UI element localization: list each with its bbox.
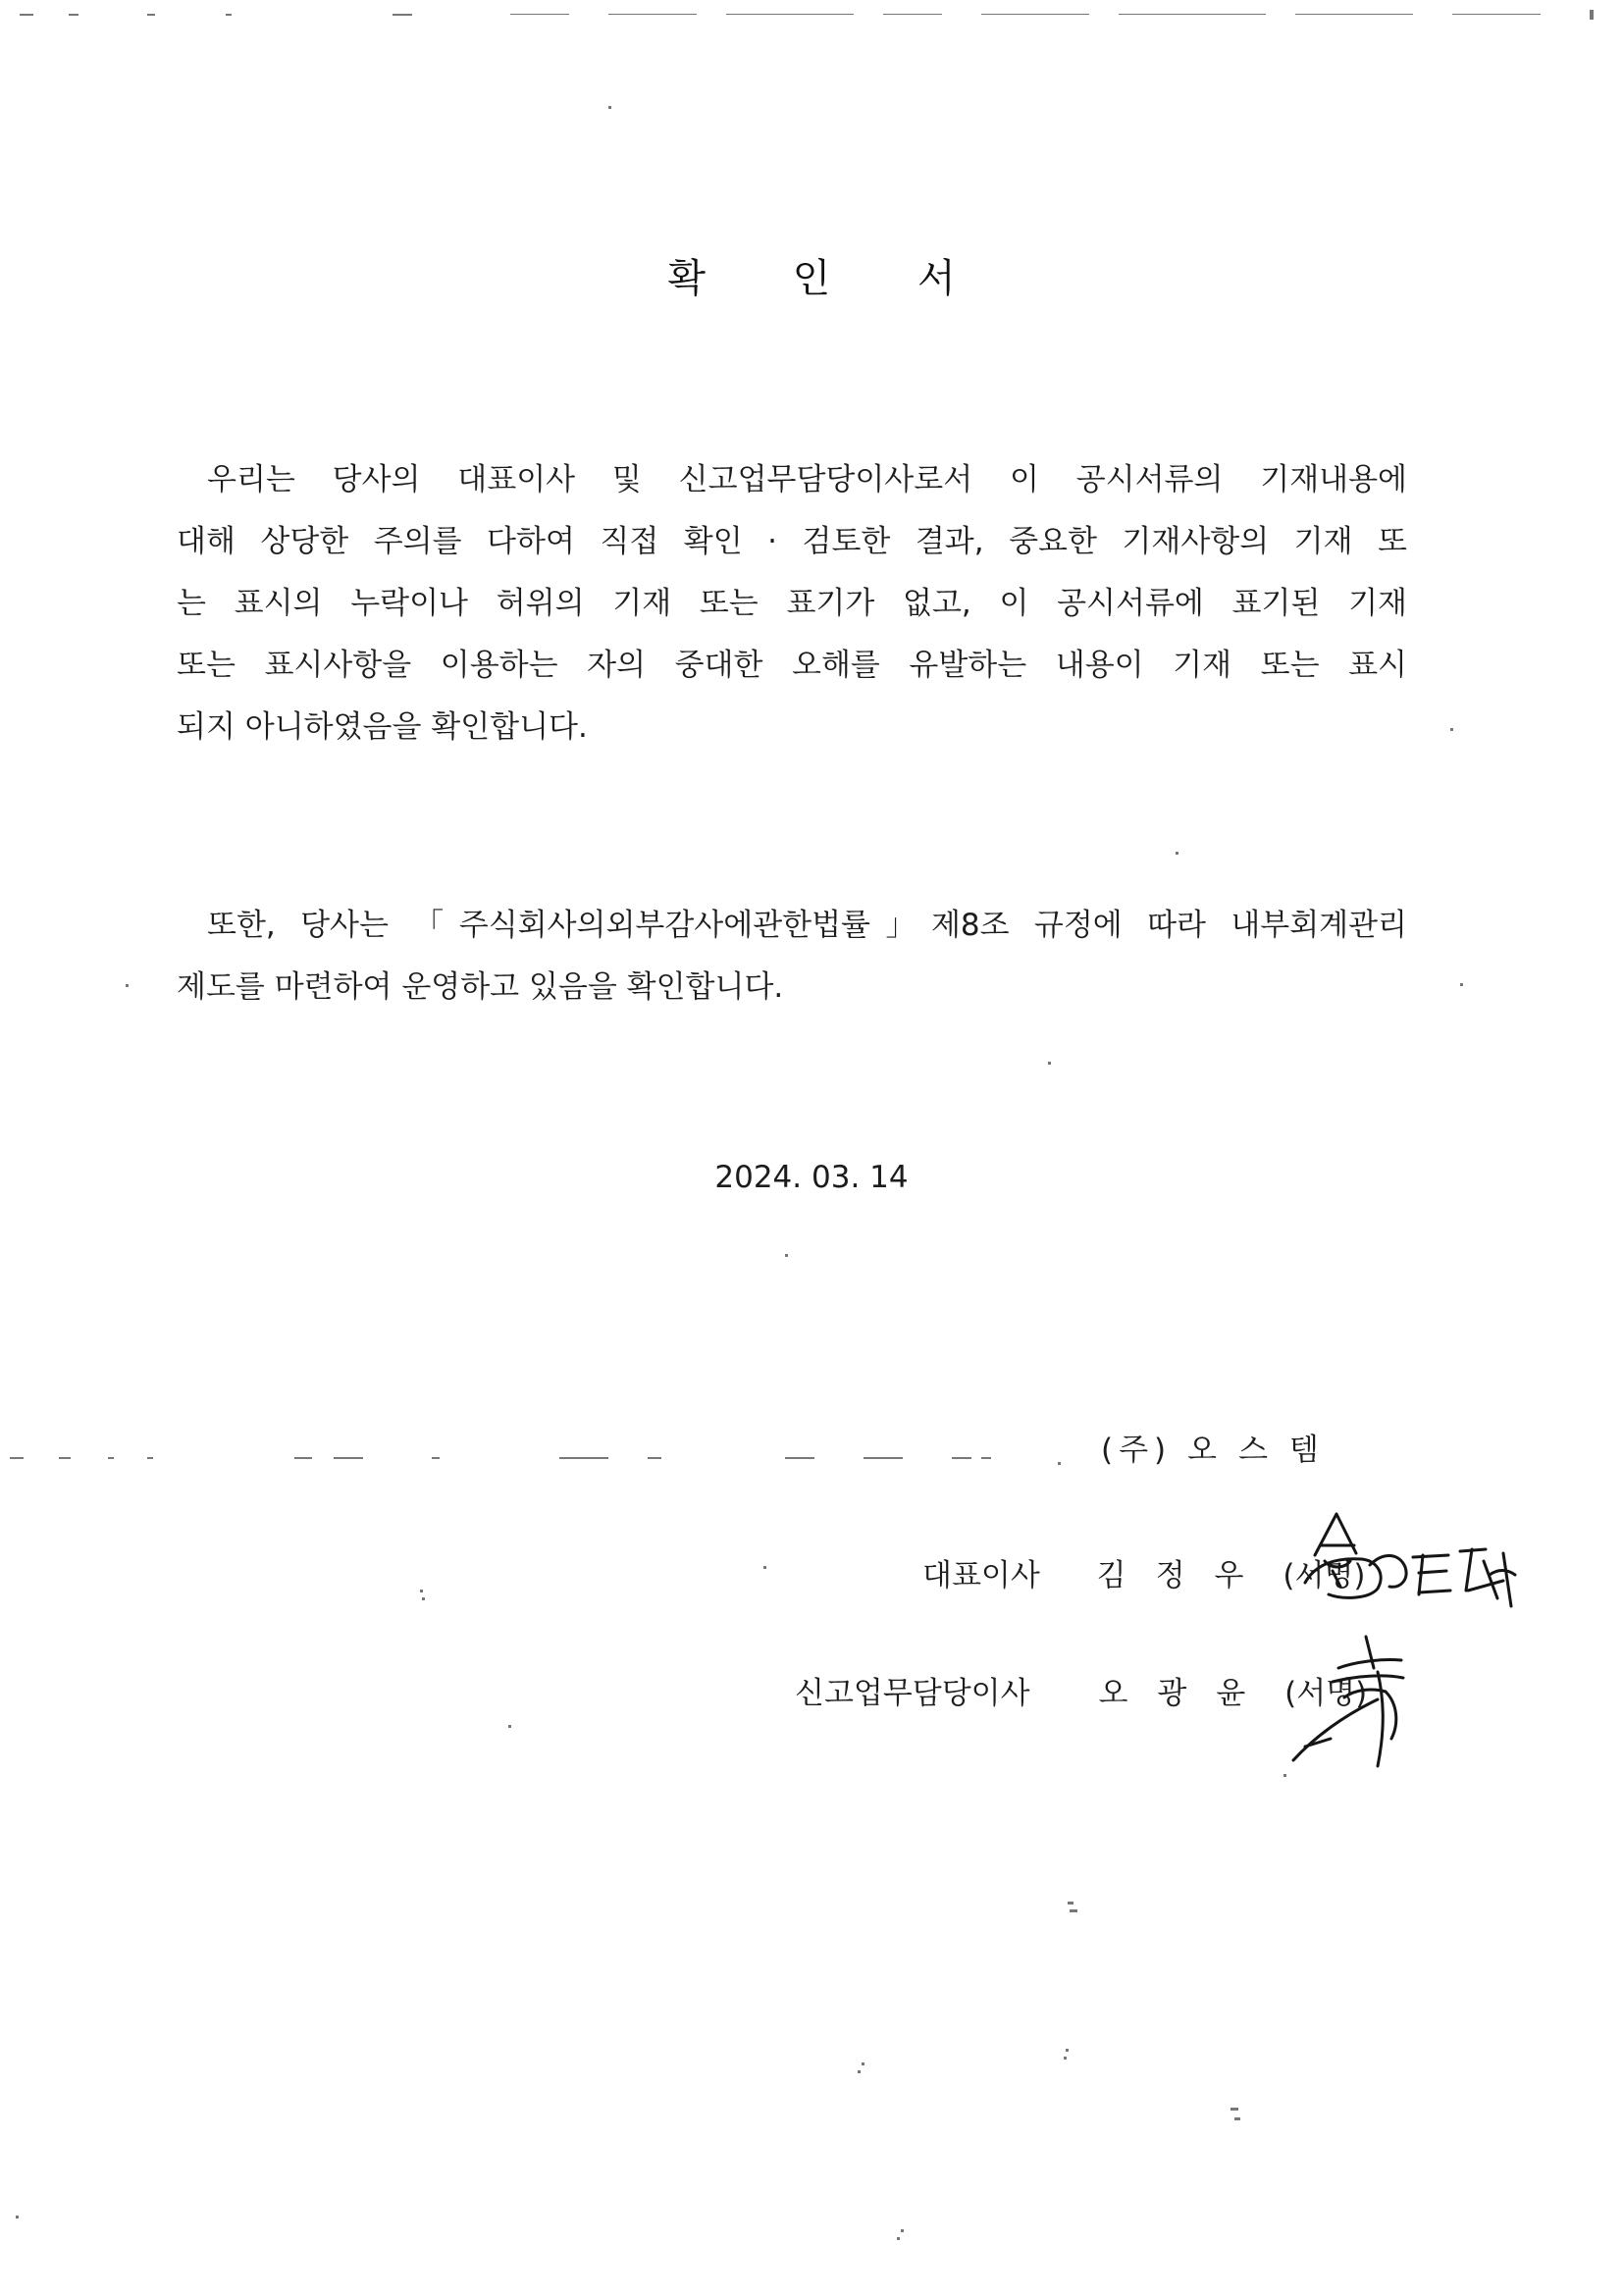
document-date: 2024. 03. 14 — [714, 1160, 909, 1195]
signatory-ceo — [922, 1550, 1365, 1594]
paragraph-line: 되지 아니하였음을 확인합니다. — [177, 709, 588, 745]
paragraph-line: 제도를 마련하여 운영하고 있음을 확인합니다. — [177, 969, 784, 1005]
signature-mark-label: (서명) — [1283, 1558, 1366, 1593]
confirmation-paragraph — [177, 449, 1407, 758]
signatory-role: 대표이사 — [922, 1558, 1040, 1593]
signature-mark-label: (서명) — [1284, 1676, 1368, 1711]
paragraph-line: 또한, 당사는 「주식회사의외부감사에관한법률」제8조 규정에 따라 내부회계관리 — [207, 908, 1407, 943]
signatory-name: 김정우 — [1096, 1558, 1274, 1593]
paragraph-line: 우리는 당사의 대표이사 및 신고업무담당이사로서 이 공시서류의 기재내용에 — [207, 462, 1407, 497]
document-title: 확 인 서 — [667, 256, 993, 301]
internal-control-paragraph — [177, 895, 1407, 1018]
company-prefix: (주) — [1101, 1433, 1173, 1468]
company-name — [1101, 1425, 1340, 1469]
paragraph-line: 대해 상당한 주의를 다하여 직접 확인 · 검토한 결과, 중요한 기재사항의 기재 또 — [177, 524, 1407, 559]
signatory-disclosure-director — [795, 1668, 1367, 1712]
paragraph-line: 는 표시의 누락이나 허위의 기재 또는 표기가 없고, 이 공시서류에 표기된 기재 — [177, 586, 1407, 621]
company-label: 오스템 — [1187, 1433, 1340, 1468]
signatory-role: 신고업무담당이사 — [795, 1676, 1030, 1711]
paragraph-line: 또는 표시사항을 이용하는 자의 중대한 오해를 유발하는 내용이 기재 또는 표시 — [177, 648, 1407, 683]
signatory-name: 오광윤 — [1098, 1676, 1276, 1711]
